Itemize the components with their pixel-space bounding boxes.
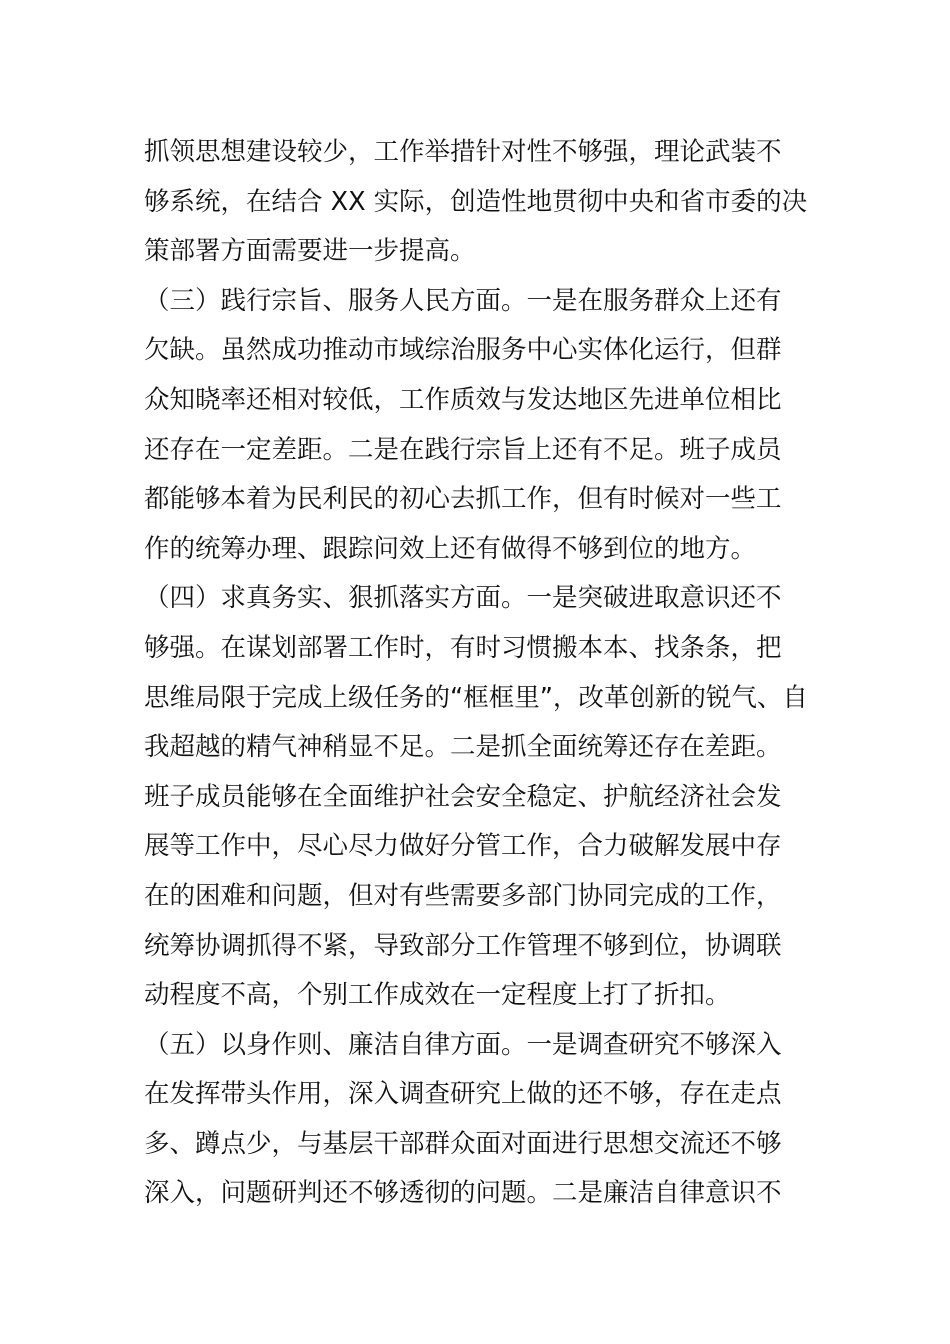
text-line: 动程度不高，个别工作成效在一定程度上打了折扣。 <box>144 980 731 1011</box>
section-heading-line: （三）践行宗旨、服务人民方面。一是在服务群众上还有 <box>144 285 782 316</box>
text-line: 作的统筹办理、跟踪问效上还有做得不够到位的地方。 <box>144 533 757 564</box>
text-line: 策部署方面需要进一步提高。 <box>144 236 476 267</box>
text-line: 在发挥带头作用，深入调查研究上做的还不够，存在走点 <box>144 1079 782 1110</box>
text-line: 在的困难和问题，但对有些需要多部门协同完成的工作， <box>144 880 782 911</box>
text-line: 够强。在谋划部署工作时，有时习惯搬本本、找条条，把 <box>144 632 782 663</box>
text-line: 够系统，在结合 XX 实际，创造性地贯彻中央和省市委的决 <box>144 186 808 217</box>
body-text <box>144 128 814 1219</box>
text-line: 抓领思想建设较少，工作举措针对性不够强，理论武装不 <box>144 137 782 167</box>
text-line: 都能够本着为民利民的初心去抓工作，但有时候对一些工 <box>144 484 782 515</box>
text-line: 众知晓率还相对较低，工作质效与发达地区先进单位相比 <box>144 384 782 415</box>
text-line: 统筹协调抓得不紧，导致部分工作管理不够到位，协调联 <box>144 930 782 961</box>
section-heading-line: （四）求真务实、狠抓落实方面。一是突破进取意识还不 <box>144 583 782 614</box>
text-line: 还存在一定差距。二是在践行宗旨上还有不足。班子成员 <box>144 434 782 465</box>
text-line: 我超越的精气神稍显不足。二是抓全面统筹还存在差距。 <box>144 732 782 763</box>
text-line: 思维局限于完成上级任务的“框框里”，改革创新的锐气、自 <box>144 682 808 713</box>
text-line: 班子成员能够在全面维护社会安全稳定、护航经济社会发 <box>144 781 782 812</box>
section-heading-line: （五）以身作则、廉洁自律方面。一是调查研究不够深入 <box>144 1029 782 1060</box>
text-line: 深入，问题研判还不够透彻的问题。二是廉洁自律意识不 <box>144 1178 782 1209</box>
text-line: 欠缺。虽然成功推动市域综治服务中心实体化运行，但群 <box>144 335 782 366</box>
text-line: 展等工作中，尽心尽力做好分管工作，合力破解发展中存 <box>144 831 782 862</box>
text-line: 多、蹲点少，与基层干部群众面对面进行思想交流还不够 <box>144 1128 782 1159</box>
